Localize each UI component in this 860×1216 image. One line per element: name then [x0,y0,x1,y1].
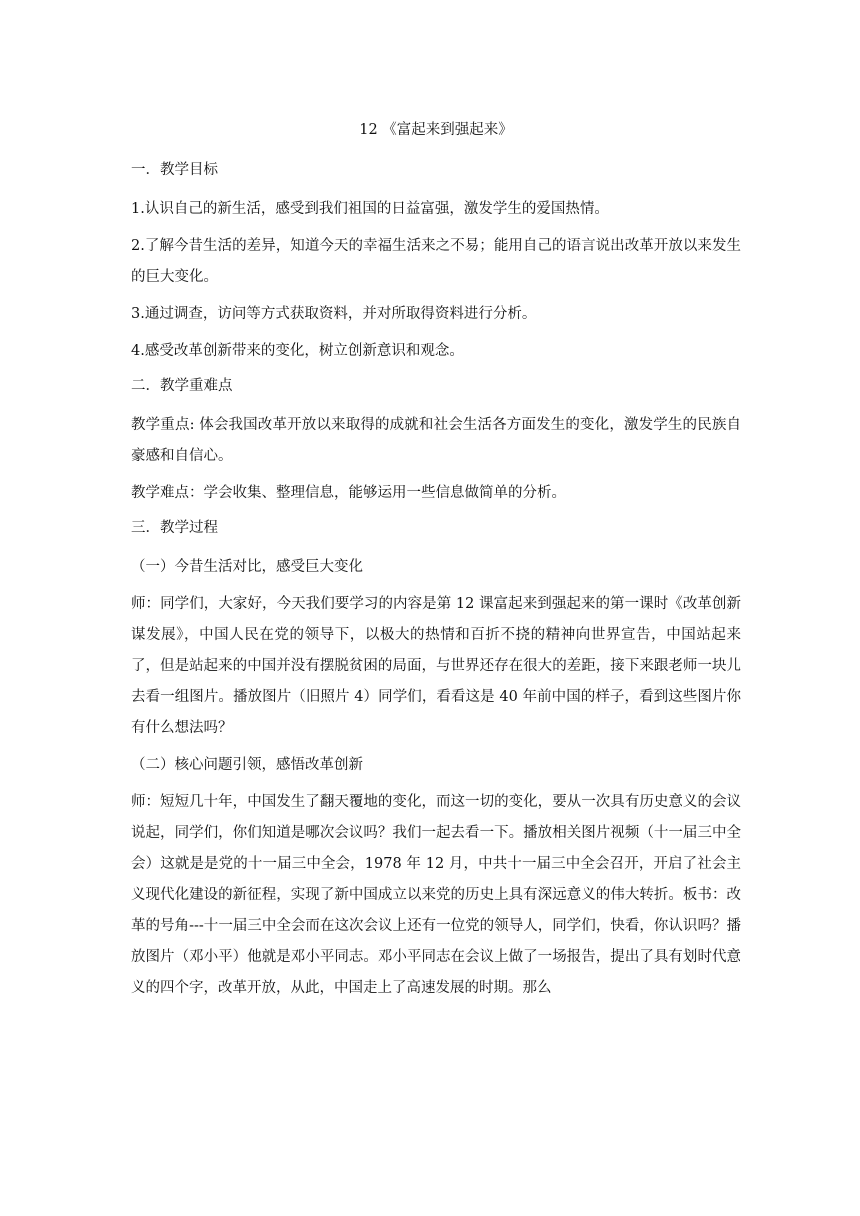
document-title: 12 《富起来到强起来》 [359,122,513,138]
paragraph: 1.认识自己的新生活，感受到我们祖国的日益富强，激发学生的爱国热情。 [131,201,609,217]
paragraph: 师：同学们，大家好，今天我们要学习的内容是第 12 课富起来到强起来的第一课时《改革创新谋发展》，中国人民在党的领导下，以极大的热情和百折不挠的精神向世界宣告，中国站起来了，但是站起来的中国并没有摆脱贫困的局面，与世界还存在很大的差距，接下来跟老师一块儿去看一组图片。播放图片（旧照片 4）同学们，看看这是 40 年前中国的样子，看到这些图片你有什么想法吗？ [131,596,741,736]
paragraph: （二）核心问题引领，感悟改革创新 [131,757,363,773]
paragraph: 3.通过调查，访问等方式获取资料，并对所取得资料进行分析。 [131,306,537,322]
paragraph: （一）今昔生活对比，感受巨大变化 [131,559,363,575]
paragraph: 2.了解今昔生活的差异，知道今天的幸福生活来之不易；能用自己的语言说出改革开放以来发生的巨大变化。 [131,238,741,285]
document-body [131,120,741,1010]
paragraph-list [131,157,741,1004]
paragraph: 师：短短几十年，中国发生了翻天覆地的变化，而这一切的变化，要从一次具有历史意义的会议说起，同学们，你们知道是哪次会议吗？我们一起去看一下。播放相关图片视频（十一届三中全会）这就是是党的十一届三中全会，1978 年 12 月，中共十一届三中全会召开，开启了社会主义现代化建设的新征程，实现了新中国成立以来党的历史上具有深远意义的伟大转折。板书：改革的号角---十一届三中全会而在这次会议上还有一位党的领导人，同学们，快看，你认识吗？播放图片（邓小平）他就是邓小平同志。邓小平同志在会议上做了一场报告，提出了具有划时代意义的四个字，改革开放，从此，中国走上了高速发展的时期。那么 [131,794,741,996]
paragraph: 4.感受改革创新带来的变化，树立创新意识和观念。 [131,343,464,359]
paragraph: 教学难点：学会收集、整理信息，能够运用一些信息做简单的分析。 [131,485,566,501]
paragraph: 教学重点: 体会我国改革开放以来取得的成就和社会生活各方面发生的变化，激发学生的民族自豪感和自信心。 [131,417,741,464]
section-heading: 一．教学目标 [131,162,218,178]
section-heading: 二．教学重难点 [131,378,233,394]
section-heading: 三．教学过程 [131,520,218,536]
